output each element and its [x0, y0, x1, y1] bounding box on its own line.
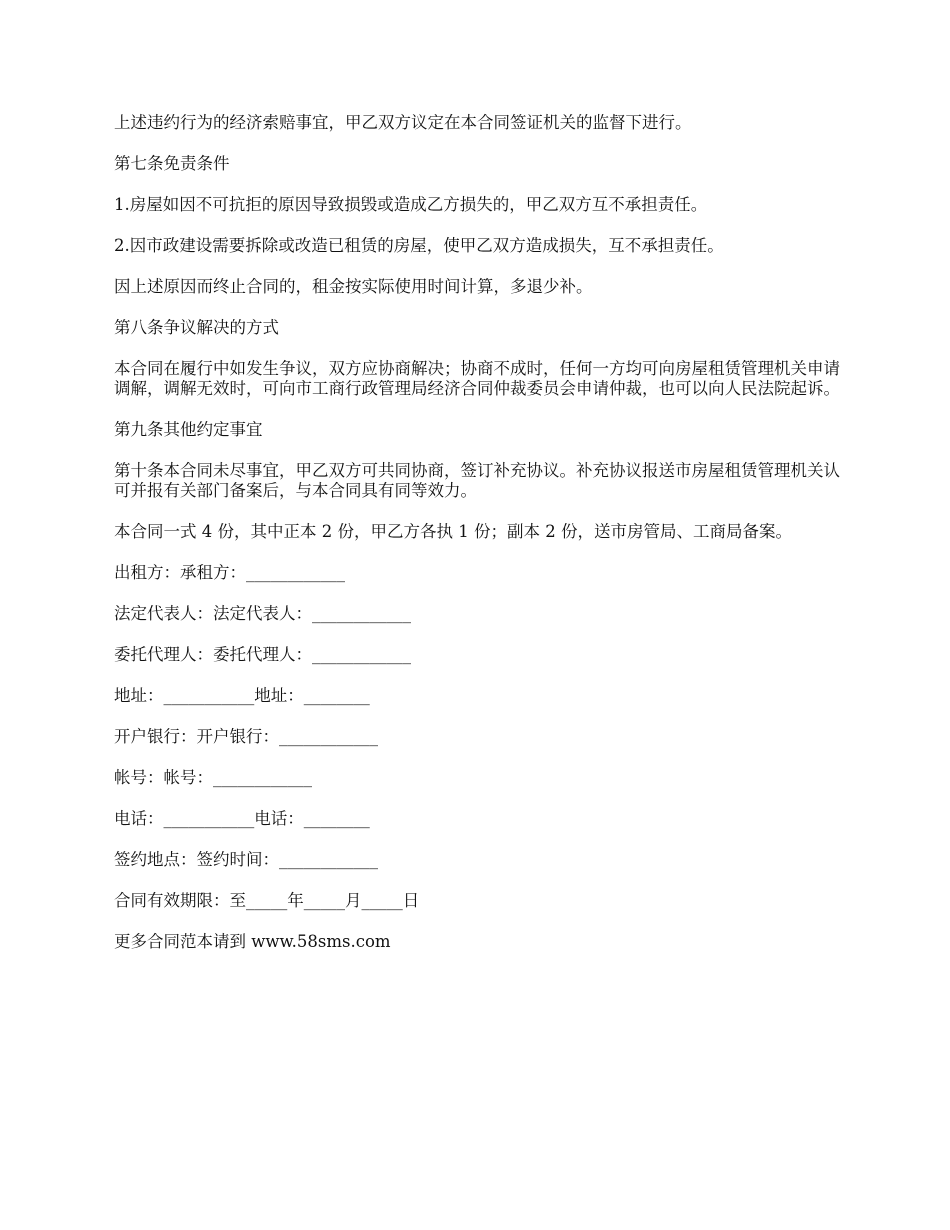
paragraph-force-majeure: 1.房屋如因不可抗拒的原因导致损毁或造成乙方损失的，甲乙双方互不承担责任。 [114, 195, 708, 214]
paragraph-dispute-resolution: 本合同在履行中如发生争议，双方应协商解决；协商不成时，任何一方均可向房屋租赁管理机关申请调解，调解无效时，可向市工商行政管理局经济合同仲裁委员会申请仲裁，也可以向人民法院起诉。 [114, 359, 840, 398]
footer-more-templates: 更多合同范本请到 www.58sms.com [114, 932, 391, 951]
field-authorized-agent: 委托代理人：委托代理人：____________ [114, 645, 411, 664]
document-body [114, 113, 840, 952]
field-phone: 电话：___________电话：________ [114, 809, 370, 828]
field-validity-period: 合同有效期限：至_____年_____月_____日 [114, 891, 420, 910]
paragraph-demolition: 2.因市政建设需要拆除或改造已租赁的房屋，使甲乙双方造成损失，互不承担责任。 [114, 236, 724, 255]
field-account: 帐号：帐号：____________ [114, 768, 312, 787]
field-signing-place-time: 签约地点：签约时间：____________ [114, 850, 378, 869]
heading-article-7: 第七条免责条件 [114, 154, 230, 173]
field-address: 地址：___________地址：________ [114, 686, 370, 705]
paragraph-claims: 上述违约行为的经济索赔事宜，甲乙双方议定在本合同签证机关的监督下进行。 [114, 113, 692, 132]
paragraph-article-10: 第十条本合同未尽事宜，甲乙双方可共同协商，签订补充协议。补充协议报送市房屋租赁管理机关认可并报有关部门备案后，与本合同具有同等效力。 [114, 461, 840, 500]
heading-article-9: 第九条其他约定事宜 [114, 420, 263, 439]
field-lessor-lessee: 出租方：承租方：____________ [114, 563, 345, 582]
paragraph-rent-settlement: 因上述原因而终止合同的，租金按实际使用时间计算，多退少补。 [114, 277, 593, 296]
heading-article-8: 第八条争议解决的方式 [114, 318, 279, 337]
field-legal-representative: 法定代表人：法定代表人：____________ [114, 604, 411, 623]
field-bank: 开户银行：开户银行：____________ [114, 727, 378, 746]
paragraph-copies: 本合同一式 4 份，其中正本 2 份，甲乙方各执 1 份；副本 2 份，送市房管局、工商局备案。 [114, 522, 792, 541]
